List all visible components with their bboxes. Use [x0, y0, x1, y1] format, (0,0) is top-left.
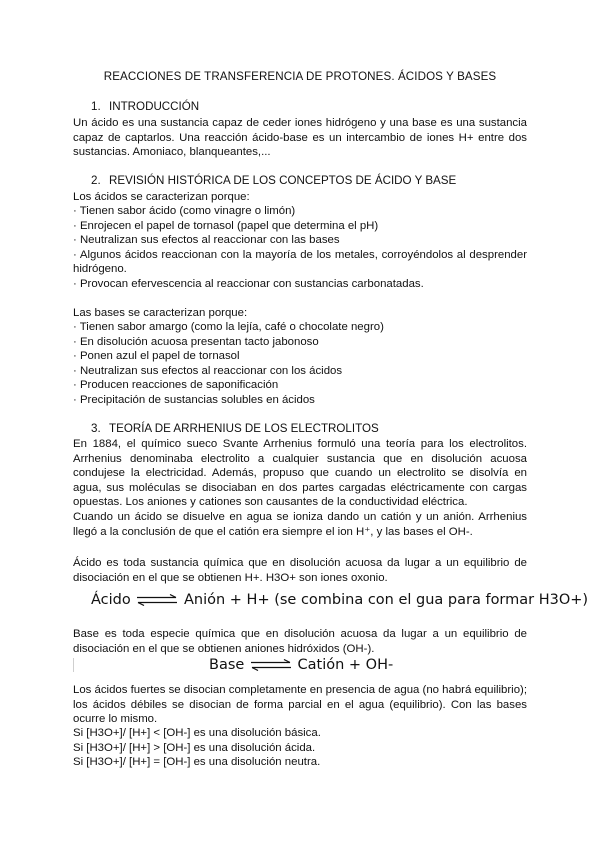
intro-paragraph: Un ácido es una sustancia capaz de ceder iones hidrógeno y una base es una sustancia capaz de captarlos. Una reacción ácido-base es un intercambio de iones H+ entre dos sustancias. Amoniaco, blanqueantes,...	[73, 117, 527, 158]
bases-intro: Las bases se caracterizan porque:	[73, 307, 248, 319]
list-item: · Neutralizan sus efectos al reaccionar con las bases	[73, 234, 340, 246]
list-item: · Ponen azul el papel de tornasol	[73, 350, 240, 362]
list-item: · Enrojecen el papel de tornasol (papel que determina el pH)	[73, 219, 379, 232]
base-definition: Base es toda especie química que en disolución acuosa da lugar a un equilibrio de disociación en el que se obtienen aniones hidróxidos (OH-).	[73, 628, 527, 655]
list-item: · Precipitación de sustancias solubles en ácidos	[73, 393, 315, 406]
acids-list	[73, 204, 533, 291]
list-item: · Algunos ácidos reaccionan con la mayoría de los metales, corroyéndolos al desprender hidrógeno.	[73, 248, 527, 275]
section-number: 2.	[91, 174, 101, 187]
section-heading-revision	[91, 174, 456, 189]
arrhenius-paragraph: En 1884, el químico sueco Svante Arrhenius formuló una teoría para los electrolitos. Arrhenius denominaba electrolito a cualquier sustancia que en disolución acuosa condujese la electricidad. Además, propuso que cuando un electrolito se disolvía en agua, sus moléculas se disociaban en dos partes cargadas eléctricamente con cargas opuestas. Los aniones y cationes son causantes de la conductividad eléctrica.	[73, 438, 527, 508]
section-title: REVISIÓN HISTÓRICA DE LOS CONCEPTOS DE ÁCIDO Y BASE	[109, 174, 457, 187]
equilibrium-arrow-icon	[135, 594, 179, 606]
list-item: · Provocan efervescencia al reaccionar con sustancias carbonatadas.	[73, 277, 424, 290]
section-heading-arrhenius	[91, 422, 379, 437]
section-title: INTRODUCCIÓN	[109, 100, 200, 113]
strength-paragraph: Los ácidos fuertes se disocian completamente en presencia de agua (no habrá equilibrio); los ácidos débiles se disocian de forma parcial en el agua (equilibrio). Con las bases ocurre lo mismo.	[73, 684, 528, 725]
equation-products: Catión + OH-	[297, 657, 394, 673]
acid-equation	[91, 593, 588, 608]
section-title: TEORÍA DE ARRHENIUS DE LOS ELECTROLITOS	[109, 422, 379, 435]
equation-products: Anión + H+ (se combina con el gua para formar H3O+)	[183, 592, 589, 608]
section-number: 1.	[91, 100, 101, 113]
acids-intro: Los ácidos se caracterizan porque:	[73, 191, 250, 203]
ph-conditions-list	[73, 726, 533, 770]
list-item: · En disolución acuosa presentan tacto jabonoso	[73, 335, 319, 348]
equation-reactant: Ácido	[91, 592, 131, 608]
margin-mark	[73, 658, 74, 672]
list-item: Si [H3O+]/ [H+] = [OH-] es una disolución neutra.	[73, 756, 321, 768]
list-item: · Neutralizan sus efectos al reaccionar con los ácidos	[73, 364, 343, 377]
equilibrium-arrow-icon	[249, 659, 293, 671]
base-equation	[209, 658, 393, 673]
section-heading-introduccion	[91, 100, 199, 115]
list-item: Si [H3O+]/ [H+] > [OH-] es una disolución ácida.	[73, 741, 316, 754]
document-title: REACCIONES DE TRANSFERENCIA DE PROTONES. ÁCIDOS Y BASES	[103, 70, 497, 83]
list-item: · Tienen sabor ácido (como vinagre o limón)	[73, 205, 296, 217]
acid-definition: Ácido es toda sustancia química que en disolución acuosa da lugar a un equilibrio de disociación en el que se obtienen H+. H3O+ son iones oxonio.	[73, 557, 527, 584]
equation-reactant: Base	[209, 657, 245, 673]
bases-list	[73, 320, 533, 407]
list-item: Si [H3O+]/ [H+] < [OH-] es una disolución básica.	[73, 727, 321, 739]
list-item: · Tienen sabor amargo (como la lejía, café o chocolate negro)	[73, 321, 384, 333]
list-item: · Producen reacciones de saponificación	[73, 379, 279, 391]
section-number: 3.	[91, 422, 101, 435]
arrhenius-conclusion: Cuando un ácido se disuelve en agua se ioniza dando un catión y un anión. Arrhenius llegó a la conclusión de que el catión era siempre el ion H⁺, y las bases el OH-.	[73, 511, 527, 538]
